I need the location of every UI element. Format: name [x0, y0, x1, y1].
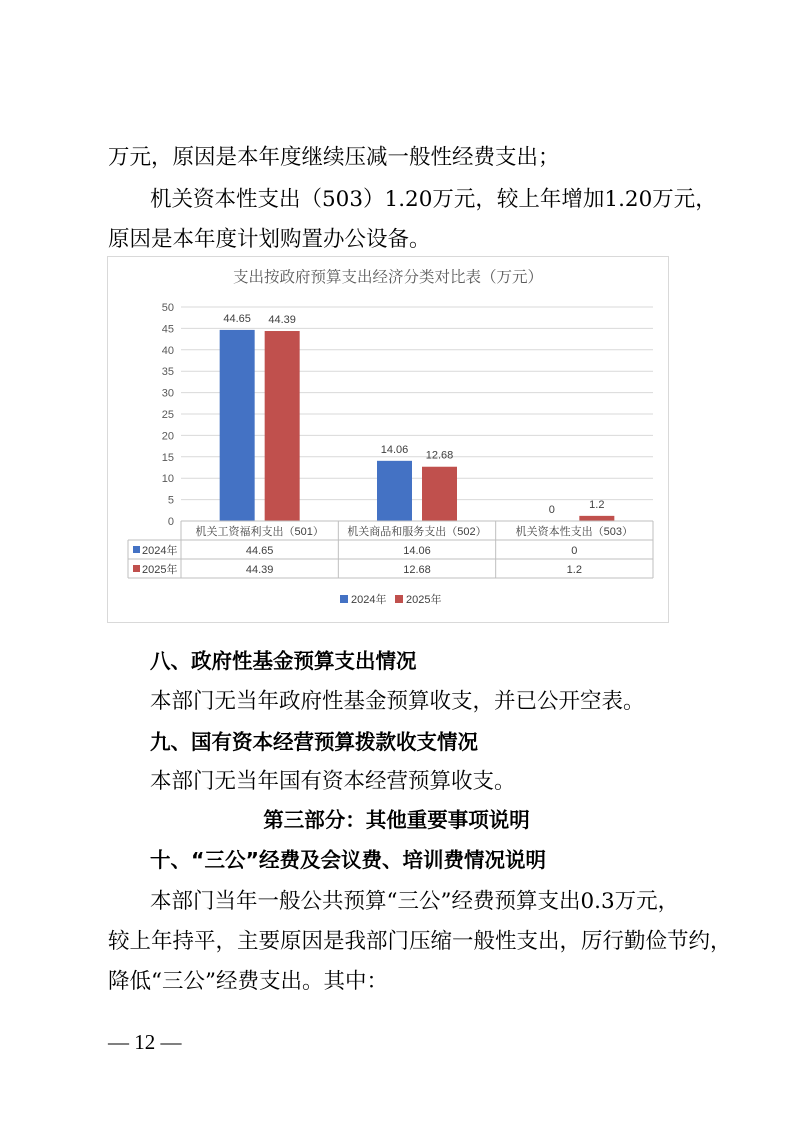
legend-label: 2025年: [406, 594, 442, 606]
chart-canvas: [108, 257, 668, 622]
section-8-heading: 八、政府性基金预算支出情况: [150, 649, 417, 673]
y-tick-label: 45: [161, 323, 174, 336]
body-line-3: 原因是本年度计划购置办公设备。: [108, 227, 431, 252]
y-tick-label: 50: [161, 302, 174, 314]
bar: [422, 467, 457, 521]
table-cell: 1.2: [566, 564, 582, 576]
category-label: 机关商品和服务支出（502）: [347, 526, 487, 538]
table-series-label: 2025年: [142, 564, 178, 576]
table-legend-key: [133, 565, 140, 572]
table-legend-key: [133, 546, 140, 553]
body-line-2: 机关资本性支出（503）1.20万元，较上年增加1.20万元，: [150, 187, 717, 212]
y-tick-label: 0: [167, 516, 174, 528]
part-3-title: 第三部分：其他重要事项说明: [263, 808, 530, 832]
section-10-line-1: 本部门当年一般公共预算“三公”经费预算支出0.3万元，: [150, 889, 680, 914]
bar: [377, 461, 412, 521]
page-number: — 12 —: [108, 1030, 182, 1054]
bar: [579, 516, 614, 521]
section-10-line-3: 降低“三公”经费支出。其中：: [108, 969, 388, 994]
legend-key: [395, 595, 403, 603]
section-10-line-2: 较上年持平，主要原因是我部门压缩一般性支出，厉行勤俭节约，: [108, 929, 732, 954]
table-series-label: 2024年: [142, 545, 178, 557]
section-9-text: 本部门无当年国有资本经营预算收支。: [150, 769, 516, 794]
y-tick-label: 40: [161, 344, 174, 357]
legend-key: [340, 595, 348, 603]
table-cell: 14.06: [403, 545, 431, 557]
section-10-heading: 十、“三公”经费及会议费、培训费情况说明: [150, 848, 546, 872]
table-cell: 44.65: [245, 545, 274, 557]
y-tick-label: 5: [167, 494, 174, 507]
y-tick-label: 10: [161, 473, 174, 486]
table-cell: 12.68: [403, 564, 431, 576]
data-label: 1.2: [589, 498, 605, 511]
y-tick-label: 25: [161, 409, 174, 421]
data-label: 14.06: [380, 443, 409, 456]
legend-label: 2024年: [351, 594, 387, 606]
body-line-1: 万元，原因是本年度继续压减一般性经费支出；: [108, 145, 560, 170]
data-label: 0: [548, 504, 555, 516]
y-tick-label: 15: [161, 451, 174, 464]
category-label: 机关工资福利支出（501）: [195, 526, 324, 538]
y-tick-label: 35: [161, 366, 174, 379]
chart-title: 支出按政府预算支出经济分类对比表（万元）: [232, 269, 544, 286]
data-label: 44.65: [223, 312, 251, 325]
expenditure-chart: [107, 256, 669, 623]
data-label: 44.39: [268, 314, 296, 327]
y-tick-label: 20: [161, 430, 174, 443]
data-label: 12.68: [425, 449, 454, 462]
y-tick-label: 30: [161, 387, 174, 400]
bar: [265, 331, 300, 521]
table-cell: 0: [571, 545, 578, 557]
section-9-heading: 九、国有资本经营预算拨款收支情况: [150, 730, 478, 754]
table-cell: 44.39: [245, 564, 274, 576]
section-8-text: 本部门无当年政府性基金预算收支，并已公开空表。: [150, 689, 645, 714]
category-label: 机关资本性支出（503）: [515, 526, 634, 538]
bar: [220, 330, 255, 521]
